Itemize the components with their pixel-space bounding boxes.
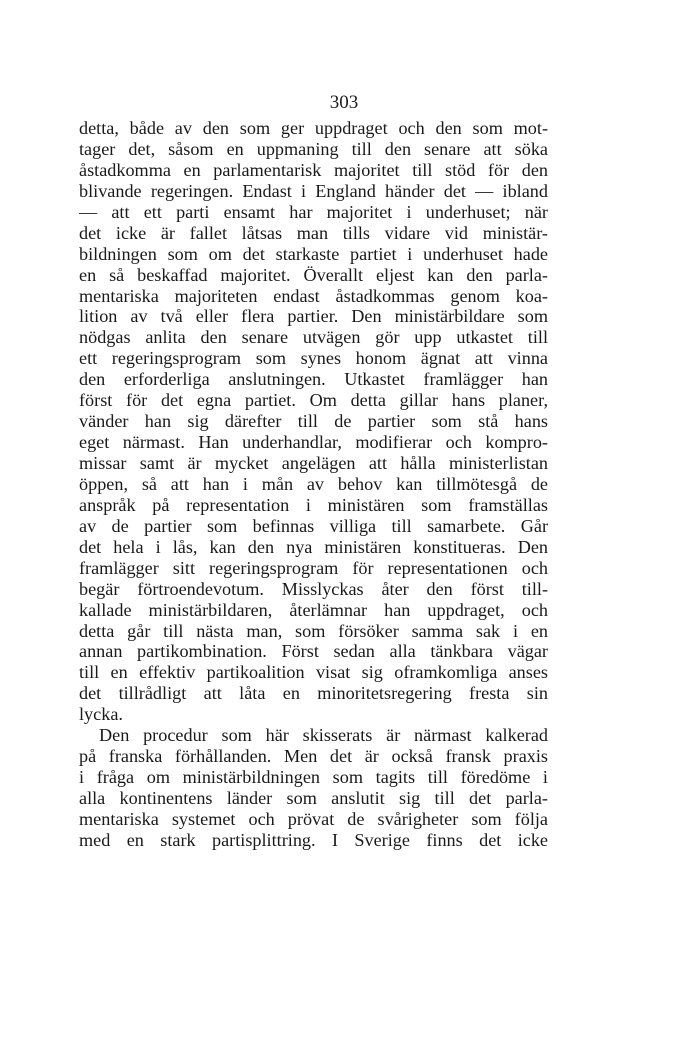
text-line: anspråk på representation i ministären som framställas <box>79 494 548 515</box>
text-line: detta går till nästa man, som försöker samma sak i en <box>79 620 548 641</box>
text-line: blivande regeringen. Endast i England händer det — ibland <box>79 180 548 201</box>
text-line: ett regeringsprogram som synes honom ägnat att vinna <box>79 348 548 369</box>
text-line: bildningen som om det starkaste partiet i underhuset hade <box>79 243 548 264</box>
text-line: detta, både av den som ger uppdraget och den som mot- <box>79 118 548 138</box>
text-line: det hela i lås, kan den nya ministären konstitueras. Den <box>79 536 548 557</box>
text-line: framlägger sitt regeringsprogram för representationen och <box>79 557 548 578</box>
text-line: med en stark partisplittring. I Sverige finns det icke <box>79 829 548 850</box>
text-line: eget närmast. Han underhandlar, modifierar och kompro- <box>79 432 548 453</box>
text-line: öppen, så att han i mån av behov kan tillmötesgå de <box>79 473 548 494</box>
text-line: av de partier som befinnas villiga till samarbete. Går <box>79 515 548 536</box>
body-text <box>79 118 548 851</box>
text-line: en så beskaffad majoritet. Överallt eljest kan den parla- <box>79 264 548 285</box>
text-line: lition av två eller flera partier. Den ministärbildare som <box>79 306 548 327</box>
text-line: alla kontinentens länder som anslutit sig till det parla- <box>79 788 548 808</box>
page-number: 303 <box>329 92 359 113</box>
text-line: den erforderliga anslutningen. Utkastet framlägger han <box>79 369 548 390</box>
text-line: det icke är fallet låtsas man tills vidare vid ministär- <box>79 222 548 243</box>
text-line: det tillrådligt att låta en minoritetsregering fresta sin <box>79 683 548 704</box>
text-line: mentariska majoriteten endast åstadkommas genom koa- <box>79 285 548 306</box>
text-line: till en effektiv partikoalition visat sig oframkomliga anses <box>79 662 548 683</box>
text-line: missar samt är mycket angelägen att hålla ministerlistan <box>79 453 548 473</box>
text-line: åstadkomma en parlamentarisk majoritet till stöd för den <box>79 159 548 180</box>
text-line: annan partikombination. Först sedan alla tänkbara vägar <box>79 641 548 662</box>
paragraph-start-line: Den procedur som här skisserats är närmast kalkerad <box>99 725 548 746</box>
text-line: lycka. <box>79 704 123 725</box>
text-line: tager det, såsom en uppmaning till den senare att söka <box>79 138 548 159</box>
text-line: vänder han sig därefter till de partier som stå hans <box>79 411 548 432</box>
text-line: i fråga om ministärbildningen som tagits till föredöme i <box>79 767 548 788</box>
text-line: kallade ministärbildaren, återlämnar han uppdraget, och <box>79 599 548 620</box>
text-line: begär förtroendevotum. Misslyckas åter den först till- <box>79 578 548 599</box>
text-line: — att ett parti ensamt har majoritet i underhuset; när <box>79 201 548 222</box>
text-line: först för det egna partiet. Om detta gillar hans planer, <box>79 390 548 411</box>
text-line: mentariska systemet och prövat de svårigheter som följa <box>79 808 548 829</box>
text-line: nödgas anlita den senare utvägen gör upp utkastet till <box>79 327 548 348</box>
text-line: på franska förhållanden. Men det är också fransk praxis <box>79 746 548 767</box>
